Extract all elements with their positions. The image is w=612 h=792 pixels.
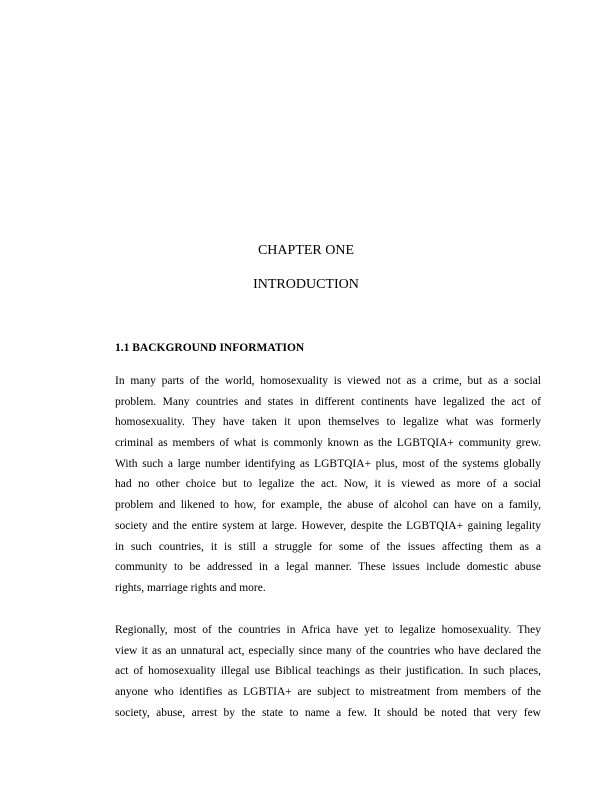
chapter-number: CHAPTER ONE [257,243,355,258]
paragraph-2 [115,620,541,723]
paragraph-line: criminal as members of what is commonly known as the LGBTQIA+ community grew. [115,437,541,450]
paragraph-line: problem. Many countries and states in different continents have legalized the act of [115,395,541,408]
paragraph-line: With such a large number identifying as LGBTQIA+ plus, most of the systems globally [115,457,541,470]
paragraph-line: In many parts of the world, homosexuality is viewed not as a crime, but as a social [115,375,541,387]
paragraph-line: act of homosexuality illegal use Biblical teachings as their justification. In such places, [115,665,541,678]
paragraph-line: community to be addressed in a legal manner. These issues include domestic abuse [115,561,541,574]
paragraph-line: problem and likened to how, for example, the abuse of alcohol can have on a family, [115,499,541,512]
paragraph-line: anyone who identifies as LGBTIA+ are subject to mistreatment from members of the [115,686,541,699]
paragraph-line: homosexuality. They have taken it upon themselves to legalize what was formerly [115,416,541,429]
paragraph-line: view it as an unnatural act, especially since many of the countries who have declared the [115,644,541,657]
paragraph-line: society, abuse, arrest by the state to name a few. It should be noted that very few [115,706,541,719]
paragraph-line: Regionally, most of the countries in Africa have yet to legalize homosexuality. They [115,624,541,636]
chapter-title: INTRODUCTION [253,277,359,292]
section-heading: 1.1 BACKGROUND INFORMATION [115,342,305,354]
paragraph-1 [115,371,541,599]
paragraph-line: society and the entire system at large. However, despite the LGBTQIA+ gaining legality [115,519,541,532]
paragraph-line: rights, marriage rights and more. [115,581,266,594]
paragraph-line: had no other choice but to legalize the act. Now, it is viewed as more of a social [115,478,541,491]
paragraph-line: in such countries, it is still a struggle for some of the issues affecting them as a [115,540,541,553]
